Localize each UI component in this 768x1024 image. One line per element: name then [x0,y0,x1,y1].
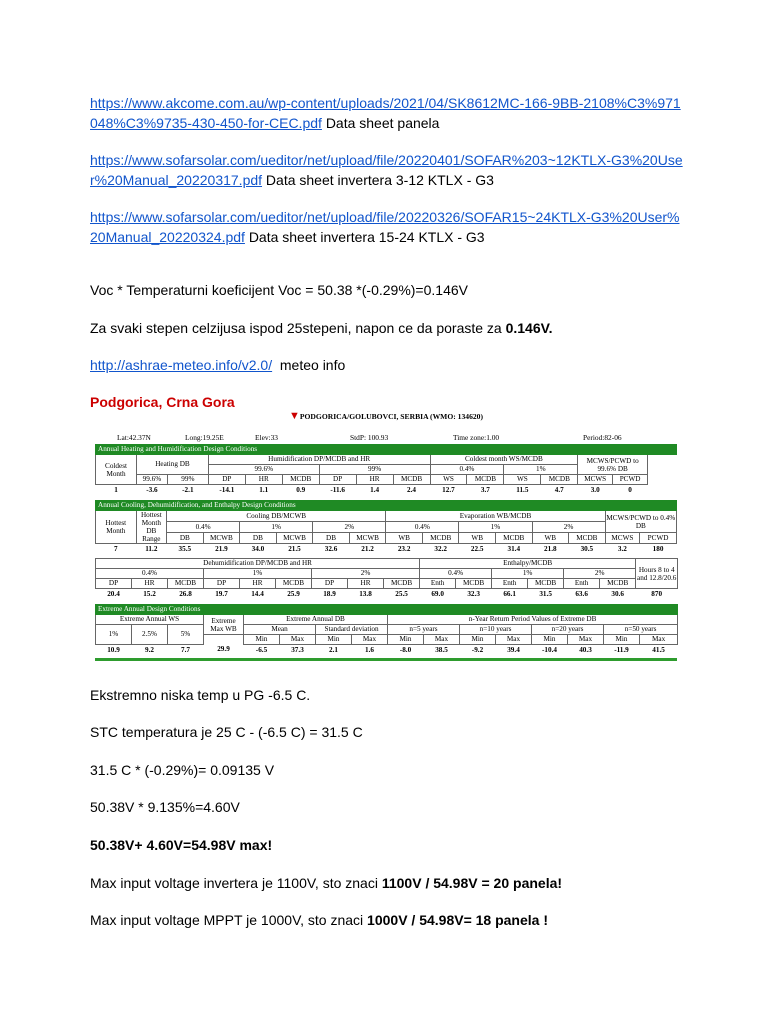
table-header: MCDB [393,475,430,485]
table-header: MCDB [541,475,578,485]
table-cell: 41.5 [652,645,665,654]
table-cell: 180 [652,544,664,553]
table-header: 99% [167,475,208,485]
table-header: Extreme Annual WS [96,615,204,625]
heating-section [95,444,677,495]
table-cell: 21.9 [215,544,228,553]
table-header: MCWB [276,533,313,544]
table-bottom-rule [95,658,677,661]
table-header: HR [348,579,384,589]
table-cell: -2.1 [182,485,194,494]
table-cell: 1.6 [365,645,374,654]
table-header: MCWS/PCWD to 99.6% DB [578,455,648,475]
table-header: n=10 years [460,625,532,635]
table-header: 0.4% [420,569,492,579]
table-header: Coldest month WS/MCDB [430,455,578,465]
table-cell: -9.2 [471,645,484,654]
table-header: DP [204,579,240,589]
table-header: 99% [319,465,430,475]
section-heading: Extreme Annual Design Conditions [96,605,678,615]
table-header: Enth [420,579,456,589]
link-panel-datasheet [90,93,690,133]
inverter-15-24-desc: Data sheet invertera 15-24 KTLX - G3 [248,229,485,245]
table-header: Enthalpy/MCDB [420,559,636,569]
table-header: WS [504,475,541,485]
table-header: Hottest Month [96,511,137,544]
table-cell: 1.4 [370,485,380,494]
table-header: Dehumidification DP/MCDB and HR [96,559,420,569]
station-elev: Elev:33 [255,433,278,442]
table-header: MCWB [349,533,386,544]
table-cell: 3.0 [590,485,600,494]
table-header: MCDB [168,579,204,589]
calc-line-4: 50.38V * 9.135%=4.60V [90,799,240,815]
table-header: MCDB [456,579,492,589]
ashrae-design-conditions-table [95,410,677,662]
table-header: n=50 years [604,625,678,635]
table-header: n-Year Return Period Values of Extreme DB [388,615,678,625]
station-title: ▼PODGORICA/GOLUBOVCI, SERBIA (WMO: 134620) [289,410,483,422]
table-header: Enth [564,579,600,589]
table-cell: 11.5 [516,485,529,494]
table-header: 0.4% [167,522,240,533]
table-header: WB [532,533,569,544]
table-cell: 25.5 [395,589,408,598]
location-pin-icon: ▼ [289,410,300,422]
table-header: 1% [240,522,313,533]
table-header: 1% [204,569,312,579]
table-row [96,589,678,600]
table-header: DB [313,533,350,544]
voc-line: Voc * Temperaturni koeficijent Voc = 50.38 *(-0.29%)=0.146V [90,282,468,298]
table-cell: 35.5 [178,544,192,553]
table-cell: -3.6 [146,485,158,494]
station-stdp: StdP: 100.93 [350,433,389,442]
table-cell: 11.2 [145,544,158,553]
extreme-section [95,604,678,655]
table-row [96,544,677,555]
table-header: 0.4% [96,569,204,579]
meteo-link[interactable]: http://ashrae-meteo.info/v2.0/ [90,357,273,373]
table-header: MCDB [528,579,564,589]
table-header: Heating DB [137,455,209,475]
table-cell: 19.7 [215,589,228,598]
table-cell: 4.7 [554,485,564,494]
table-header: MCWS [605,533,640,544]
table-header: PCWD [613,475,648,485]
station-long: Long:19.25E [185,433,224,442]
inverter-15-24-link[interactable]: https://www.sofarsolar.com/ueditor/net/upload/file/20220326/SOFAR15~24KTLX-G3%20User% 20Manual_20220324.pdf [90,209,680,245]
table-header: Cooling DB/MCWB [167,511,386,522]
table-cell: 25.9 [287,589,300,598]
table-cell: 3.2 [617,544,627,553]
table-header: DP [96,579,132,589]
table-header: 0.4% [430,465,504,475]
table-header: Mean [244,625,316,635]
table-cell: -11.6 [330,485,345,494]
table-header: MCDB [282,475,319,485]
table-header: MCDB [600,579,636,589]
table-cell: 26.8 [179,589,192,598]
dehumidification-section [95,558,678,599]
table-row [96,485,677,496]
table-cell: 9.2 [145,645,154,654]
table-cell: 66.1 [503,589,516,598]
table-header: Min [316,635,352,645]
table-cell: 2.4 [407,485,417,494]
table-cell: 38.5 [435,645,448,654]
table-header: HR [240,579,276,589]
table-header: Min [604,635,640,645]
table-cell: 7 [114,544,118,553]
table-header: 1% [492,569,564,579]
table-header: MCDB [467,475,504,485]
table-header: MCWS/PCWD to 0.4% DB [605,511,676,533]
table-cell: -8.0 [399,645,412,654]
calc-line-1: Ekstremno niska temp u PG -6.5 C. [90,687,311,703]
table-cell: 870 [651,589,663,598]
table-cell: 32.2 [434,544,447,553]
table-header: Max [568,635,604,645]
station-period: Period:82-06 [583,433,622,442]
inverter-3-12-desc: Data sheet invertera 3-12 KTLX - G3 [265,172,494,188]
table-cell: 21.5 [288,544,301,553]
table-header: MCDB [569,533,606,544]
table-header: HR [132,579,168,589]
calc-line-3: 31.5 C * (-0.29%)= 0.09135 V [90,762,275,778]
calc-line-6: Max input voltage invertera je 1100V, sto znaci 1100V / 54.98V = 20 panela! [90,875,563,891]
table-header: MCDB [422,533,459,544]
table-header: 2% [312,569,420,579]
table-header: 1% [504,465,578,475]
table-header: 0.4% [386,522,459,533]
table-header: DB [240,533,277,544]
panel-datasheet-link[interactable]: https://www.akcome.com.au/wp-content/uploads/2021/04/SK8612MC-166-9BB-2108%C3%971 048%C3%9735-430-450-for-CEC.pdf [90,95,681,131]
table-header: DP [312,579,348,589]
calc-line-5: 50.38V+ 4.60V=54.98V max! [90,837,273,853]
station-lat: Lat:42.37N [117,433,151,442]
table-cell: 37.3 [291,645,304,654]
table-header: Coldest Month [96,455,137,485]
table-header: DB [167,533,204,544]
table-cell: 39.4 [507,645,520,654]
table-header: MCDB [276,579,312,589]
table-header: 2.5% [132,625,168,645]
table-header: Hours 8 to 4 and 12.8/20.6 [636,559,678,589]
table-cell: 69.0 [431,589,444,598]
table-header: Extreme Max WB [204,615,244,635]
table-cell: -11.9 [614,645,629,654]
table-header: WB [386,533,423,544]
table-cell: 32.3 [467,589,480,598]
table-cell: 31.4 [507,544,521,553]
table-cell: 63.6 [575,589,588,598]
calc-line-2: STC temperatura je 25 C - (-6.5 C) = 31.5 C [90,724,363,740]
table-header: WS [430,475,467,485]
table-header: Min [388,635,424,645]
table-header: Extreme Annual DB [244,615,388,625]
table-header: 99.6% [137,475,168,485]
table-cell: 23.2 [397,544,411,553]
table-header: Standard deviation [316,625,388,635]
table-header: PCWD [640,533,677,544]
table-header: Enth [492,579,528,589]
table-cell: -14.1 [219,485,235,494]
table-cell: 10.9 [107,645,120,654]
table-cell: 14.4 [251,589,264,598]
table-header: Max [640,635,678,645]
inverter-3-12-link[interactable]: https://www.sofarsolar.com/ueditor/net/upload/file/20220401/SOFAR%203~12KTLX-G3%20Use r%20Manual_20220317.pdf [90,152,683,188]
calc-line-7: Max input voltage MPPT je 1000V, sto znaci 1000V / 54.98V= 18 panela ! [90,912,549,928]
table-cell: 31.5 [539,589,552,598]
table-cell: 21.8 [544,544,557,553]
table-header: 99.6% [208,465,319,475]
table-cell: 30.6 [611,589,624,598]
table-header: MCDB [384,579,420,589]
table-header: HR [356,475,393,485]
table-header: 5% [168,625,204,645]
panel-datasheet-desc: Data sheet panela [325,115,440,131]
table-header: Hottest Month DB Range [136,511,166,544]
table-cell: -6.5 [255,645,268,654]
station-tz: Time zone:1.00 [453,433,500,442]
table-cell: 2.1 [329,645,338,654]
table-header: n=5 years [388,625,460,635]
table-cell: 29.9 [217,645,230,654]
table-cell: 1 [114,485,118,494]
table-header: Max [352,635,388,645]
table-header: HR [245,475,282,485]
section-heading: Annual Cooling, Dehumidification, and Enthalpy Design Conditions [96,501,677,511]
table-header: 2% [564,569,636,579]
table-cell: 34.0 [251,544,265,553]
table-cell: 12.7 [442,485,455,494]
table-header: Humidification DP/MCDB and HR [208,455,430,465]
table-cell: 32.6 [324,544,338,553]
table-header: 1% [96,625,132,645]
table-header: 2% [532,522,605,533]
table-header: MCWB [203,533,240,544]
table-cell: -10.4 [542,645,557,654]
link-inverter-3-12 [90,150,690,190]
table-header: Min [244,635,280,645]
table-header: DP [319,475,356,485]
meteo-desc: meteo info [279,357,346,373]
table-cell: 18.9 [323,589,336,598]
table-header: Max [496,635,532,645]
table-cell: 7.7 [181,645,190,654]
table-header: MCWS [578,475,613,485]
table-cell: 22.5 [470,544,484,553]
table-cell: 21.2 [361,544,374,553]
table-header: Max [280,635,316,645]
table-header: n=20 years [532,625,604,635]
table-cell: 0.9 [296,485,306,494]
section-heading: Annual Heating and Humidification Design Conditions [96,445,677,455]
table-header: WB [459,533,496,544]
table-header: Min [460,635,496,645]
table-header: Max [424,635,460,645]
table-header: 1% [459,522,532,533]
table-header: Min [532,635,568,645]
meteo-line [90,355,690,375]
table-cell: 20.4 [107,589,120,598]
table-header: DP [208,475,245,485]
table-cell: 30.5 [580,544,594,553]
table-cell: 1.1 [259,485,269,494]
cooling-section [95,500,677,554]
table-header: MCDB [495,533,532,544]
table-cell: 15.2 [143,589,156,598]
link-inverter-15-24 [90,207,690,247]
step-line: Za svaki stepen celzijusa ispod 25stepeni, napon ce da poraste za 0.146V. [90,320,553,336]
table-header: Evaporation WB/MCDB [386,511,605,522]
table-row [96,645,678,656]
table-cell: 0 [628,485,632,494]
table-cell: 13.8 [359,589,372,598]
table-cell: 40.3 [579,645,592,654]
table-header: 2% [313,522,386,533]
city-heading: Podgorica, Crna Gora [90,394,235,410]
table-cell: 3.7 [480,485,490,494]
